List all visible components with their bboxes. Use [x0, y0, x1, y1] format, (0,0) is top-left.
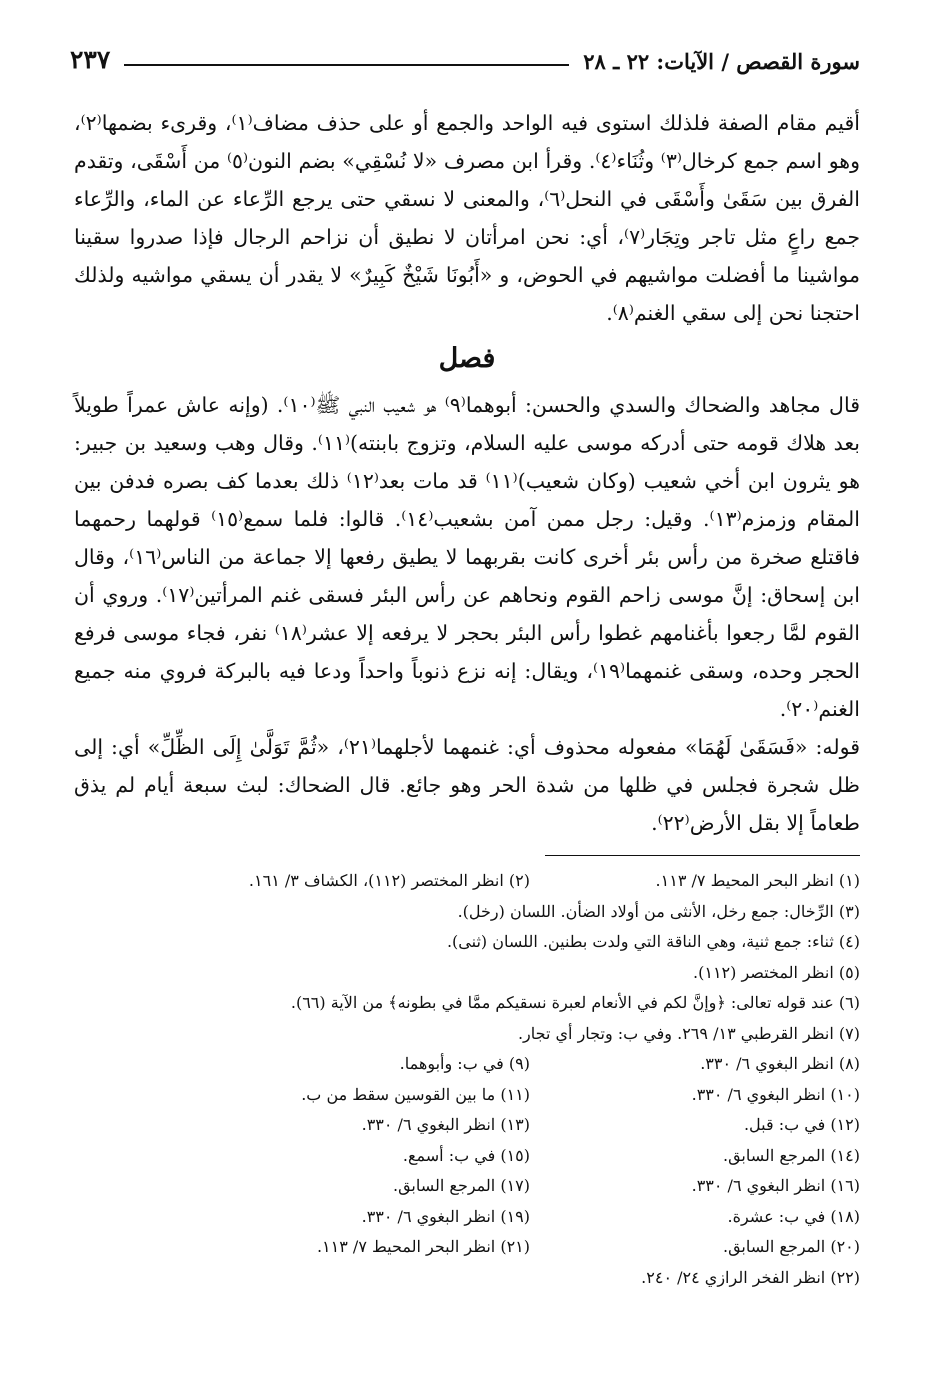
- footnote-list: [74, 866, 860, 1293]
- page-number: ٢٣٧: [70, 45, 111, 74]
- footnote-line: [74, 897, 860, 928]
- footnote-line: [74, 1019, 860, 1050]
- footnote-line: [74, 1171, 860, 1202]
- footnote-line: [74, 1232, 860, 1263]
- paragraph-3: قوله: «فَسَقَىٰ لَهُمَا» مفعوله محذوف أي: غنمهما لأجلهما⁽٢١⁾، «ثُمَّ تَوَلَّىٰ إِلَى الظِّلِّ» أي: إلى ظل شجرة فجلس في ظلها من شدة الحر وهو جائع. قال الضحاك: لبث سبعة أيام لم يذق طعاماً إلا بقل الأرض⁽٢٢⁾.: [74, 735, 860, 835]
- footnote-item: (٢١) انظر البحر المحيط ٧/ ١١٣.: [316, 1237, 530, 1256]
- footnote-item: (١٧) المرجع السابق.: [392, 1176, 530, 1195]
- footnote-item: (١٨) في ب: عشرة.: [727, 1206, 860, 1226]
- running-header: [70, 34, 860, 74]
- footnote-item: (١٣) انظر البغوي ٦/ ٣٣٠.: [361, 1115, 530, 1134]
- footnote-item: (١٤) المرجع السابق.: [722, 1145, 860, 1165]
- footnote-line: [74, 988, 860, 1019]
- paragraph-2: قال مجاهد والضحاك والسدي والحسن: أبوهما⁽٩⁾ هو شعيب النبي ﷺ⁽١٠⁾. (وإنه عاش عمراً طويلاً بعد هلاك قومه حتى أدركه موسى عليه السلام، وتزوج بابنته)⁽١١⁾. وقال وهب وسعيد بن جبير: هو يثرون ابن أخي شعيب (وكان شعيب)⁽١١⁾ قد مات بعد⁽١٢⁾ ذلك بعدما كف بصره فدفن بين المقام وزمزم⁽١٣⁾. وقيل: رجل ممن آمن بشعيب⁽١٤⁾. قالوا: فلما سمع⁽١٥⁾ قولهما رحمهما فاقتلع صخرة من رأس بئر أخرى كانت بقربهما لا يطيق رفعها إلا جماعة من الناس⁽١٦⁾، وقال ابن إسحاق: إنَّ موسى زاحم القوم ونحاهم عن رأس البئر فسقى غنم المرأتين⁽١٧⁾. وروي أن القوم لمَّا رجعوا بأغنامهم غطوا رأس البئر بحجر لا يرفعه إلا عشر⁽١٨⁾ نفر، فجاء موسى فرفع الحجر وحده، وسقى غنمهما⁽١٩⁾، ويقال: إنه نزع ذنوباً واحداً ودعا فيه بالبركة فروي منه جميع الغنم⁽٢٠⁾.: [74, 393, 861, 721]
- footnote-item: (١) انظر البحر المحيط ٧/ ١١٣.: [655, 871, 860, 890]
- footnote-item: (٦) عند قوله تعالى: ﴿وإنَّ لكم في الأنعام لعبرة نسقيكم ممَّا في بطونه﴾ من الآية (٦٦).: [290, 993, 860, 1012]
- footnote-item: (٩) في ب: وأبوهما.: [399, 1054, 530, 1073]
- section-heading: فصل: [438, 343, 496, 374]
- footnote-line: [74, 1141, 860, 1172]
- footnote-line: [74, 866, 860, 897]
- footnote-item: (١٦) انظر البغوي ٦/ ٣٣٠.: [691, 1176, 860, 1195]
- footnote-item: (٢٠) المرجع السابق.: [722, 1237, 860, 1256]
- footnote-line: [74, 1049, 860, 1080]
- footnote-item: (٥) انظر المختصر (١١٢).: [693, 962, 860, 982]
- footnote-item: (١٢) في ب: قبل.: [743, 1115, 860, 1134]
- paragraph-1: أقيم مقام الصفة فلذلك استوى فيه الواحد والجمع أو على حذف مضاف⁽١⁾، وقرىء بضمها⁽٢⁾، وهو اسم جمع كرخال⁽٣⁾ وثُنَاء⁽٤⁾. وقرأ ابن مصرف «لا نُسْقِي» بضم النون⁽٥⁾ من أَسْقَى، وتقدم الفرق بين سَقَىٰ وأَسْقَى في النحل⁽٦⁾، والمعنى لا نسقي حتى يرجع الرِّعاء عن الماء، والرِّعاء جمع راعٍ مثل تاجر وتِجَار⁽٧⁾، أي: نحن امرأتان لا نطيق أن نزاحم الرجال فإذا صدروا سقينا مواشينا ما أفضلت مواشيهم في الحوض، و «أَبُونَا شَيْخٌ كَبِيرٌ» لا يقدر أن يسقي مواشيه ولذلك احتجنا نحن إلى سقي الغنم⁽٨⁾.: [74, 111, 861, 325]
- footnote-item: (١١) ما بين القوسين سقط من ب.: [301, 1084, 530, 1104]
- footnote-separator: [545, 855, 860, 856]
- surah-title: سورة القصص / الآيات: ٢٢ ـ ٢٨: [583, 49, 860, 74]
- footnote-item: (٢) انظر المختصر (١١٢)، الكشاف ٣/ ١٦١.: [248, 871, 530, 890]
- footnote-item: (٧) انظر القرطبي ١٣/ ٢٦٩. وفي ب: وتجار أي تجار.: [517, 1023, 860, 1043]
- footnote-line: [74, 1110, 860, 1141]
- footnotes: [74, 855, 860, 1293]
- footnote-item: (١٥) في ب: أسمع.: [402, 1145, 530, 1165]
- footnote-item: (٤) ثناء: جمع ثنية، وهي الناقة التي ولدت بطنين. اللسان (ثنى).: [446, 932, 860, 951]
- footnote-line: [74, 927, 860, 958]
- footnote-line: [74, 1080, 860, 1111]
- main-text: [74, 104, 860, 842]
- footnote-item: (٢٢) انظر الفخر الرازي ٢٤/ ٢٤٠.: [641, 1267, 860, 1287]
- footnote-item: (١٩) انظر البغوي ٦/ ٣٣٠.: [361, 1206, 530, 1226]
- footnote-line: [74, 1202, 860, 1233]
- footnote-item: (٣) الرِّخال: جمع رخل، الأنثى من أولاد الضأن. اللسان (رخل).: [457, 901, 860, 921]
- footnote-line: [74, 1263, 860, 1294]
- header-rule: [124, 64, 569, 66]
- footnote-line: [74, 958, 860, 989]
- footnote-item: (١٠) انظر البغوي ٦/ ٣٣٠.: [691, 1084, 860, 1104]
- footnote-item: (٨) انظر البغوي ٦/ ٣٣٠.: [700, 1054, 860, 1073]
